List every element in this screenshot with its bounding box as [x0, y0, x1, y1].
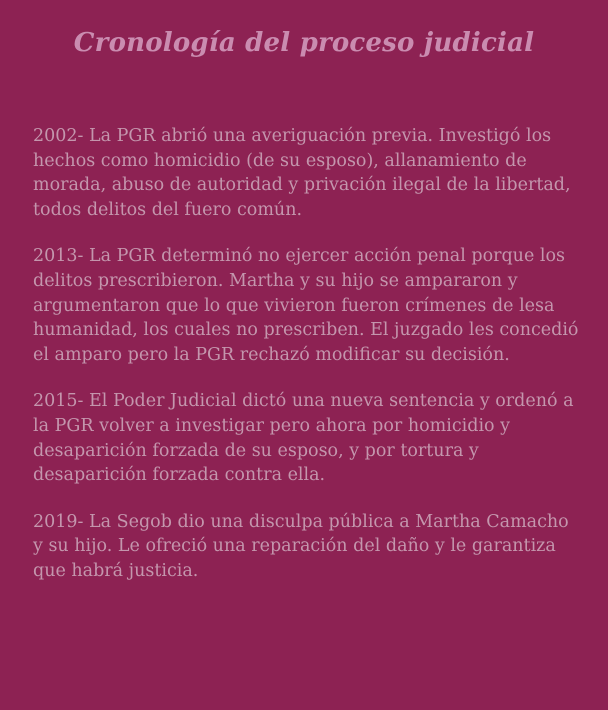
timeline: [33, 124, 580, 606]
page-title: Cronología del proceso judicial: [73, 28, 535, 58]
timeline-entry-2002: 2002- La PGR abrió una averiguación previa. Investigó los hechos como homicidio (de su esposo), allanamiento de morada, abuso de autoridad y privación ilegal de la libertad, todos delitos del fuero común.: [33, 126, 571, 220]
timeline-entry-2019: 2019- La Segob dio una disculpa pública a Martha Camacho y su hijo. Le ofreció una reparación del daño y le garantiza que habrá justicia.: [33, 511, 569, 581]
timeline-entry-2015: 2015- El Poder Judicial dictó una nueva sentencia y ordenó a la PGR volver a investigar pero ahora por homicidio y desaparición forzada de su esposo, y por tortura y desaparición forzada contra ella.: [33, 391, 574, 486]
timeline-entry-2013: 2013- La PGR determinó no ejercer acción penal porque los delitos prescribieron. Martha y su hijo se ampararon y argumentaron que lo que vivieron fueron crímenes de lesa humanidad, los cuales no prescriben. El juzgado les concedió el amparo pero la PGR rechazó modificar su decisión.: [33, 246, 579, 365]
